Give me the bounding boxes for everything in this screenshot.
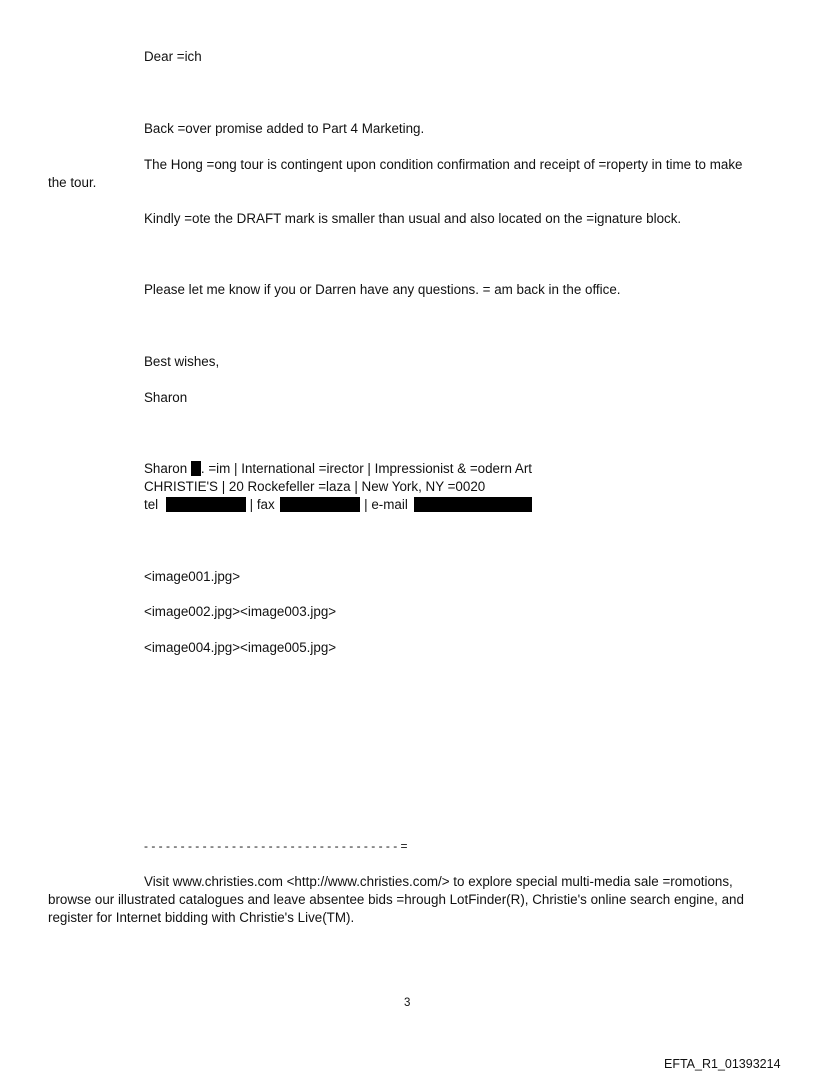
separator: - - - - - - - - - - - - - - - - - - - - - - - - - - - - - - - - - - - =	[144, 839, 408, 853]
email-label: | e-mail	[364, 497, 408, 512]
greeting: Dear =ich	[144, 49, 202, 64]
redaction-block	[166, 497, 246, 512]
closing: Best wishes,	[144, 354, 220, 369]
signature-contact-line	[144, 496, 532, 514]
paragraph-questions: Please let me know if you or Darren have any questions. = am back in the office.	[144, 282, 621, 297]
document-id: EFTA_R1_01393214	[664, 1057, 781, 1071]
tel-label: tel	[144, 497, 159, 512]
paragraph-back-cover: Back =over promise added to Part 4 Marketing.	[144, 121, 425, 136]
paragraph-hong-kong-line2: the tour.	[48, 175, 97, 190]
fax-label: | fax	[249, 497, 275, 512]
footer-paragraph-line2: browse our illustrated catalogues and leave absentee bids =hrough LotFinder(R), Christie's online search engine, and	[48, 892, 744, 907]
attachment-line: <image002.jpg><image003.jpg>	[144, 604, 337, 619]
attachment-line: <image004.jpg><image005.jpg>	[144, 640, 337, 655]
attachment-line: <image001.jpg>	[144, 569, 241, 584]
paragraph-hong-kong-line1: The Hong =ong tour is contingent upon condition confirmation and receipt of =roperty in time to make	[144, 157, 743, 172]
signature-name-line	[144, 460, 532, 478]
footer-paragraph-line1: Visit www.christies.com <http://www.christies.com/> to explore special multi-media sale =romotions,	[144, 874, 733, 889]
redaction-block	[191, 461, 201, 476]
paragraph-draft-mark: Kindly =ote the DRAFT mark is smaller than usual and also located on the =ignature block.	[144, 211, 682, 226]
redaction-block	[414, 497, 532, 512]
signature-company-line: CHRISTIE'S | 20 Rockefeller =laza | New York, NY =0020	[144, 479, 486, 494]
page-number: 3	[404, 997, 411, 1009]
signoff: Sharon	[144, 390, 188, 405]
signature-first-name: Sharon	[144, 461, 188, 476]
redaction-block	[280, 497, 360, 512]
footer-paragraph-line3: register for Internet bidding with Christie's Live(TM).	[48, 910, 355, 925]
signature-title: . =im | International =irector | Impressionist & =odern Art	[200, 461, 533, 476]
